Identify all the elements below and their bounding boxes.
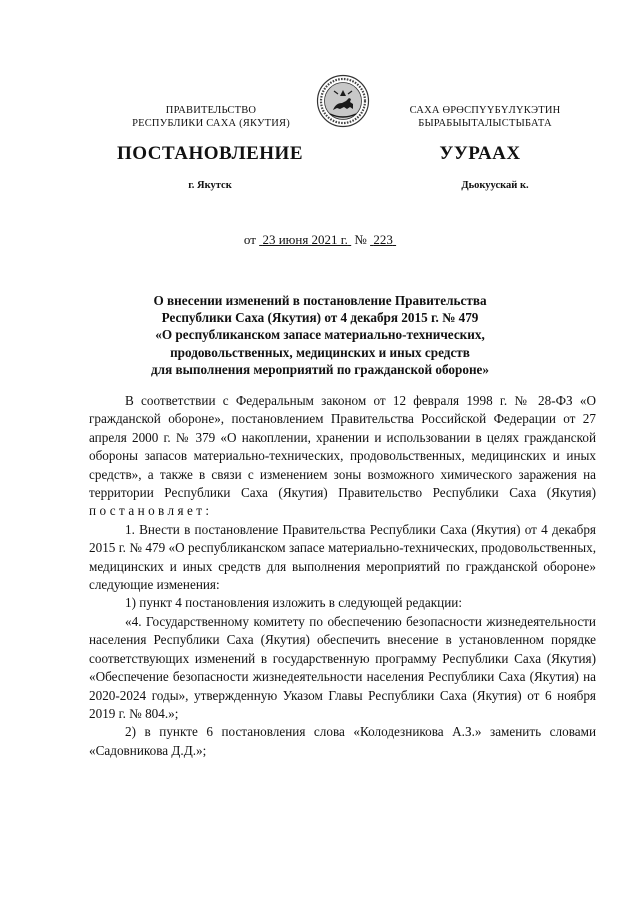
document-date: 23 июня 2021 г. [262,232,348,247]
heading-line: Республики Саха (Якутия) от 4 декабря 2015 г. № 479 [161,310,479,326]
date-number-line [0,232,640,248]
document-heading [100,292,540,378]
body-paragraph-preamble: В соответствии с Федеральным законом от 12 февраля 1998 г. № 28-ФЗ «О гражданской обороне», постановлением Правительства Российской Федерации от 27 апреля 2000 г. № 379 «О накоплении, хранении и использовании в целях гражданской обороны запасов материально-технических, продовольственных, медицинских и иных средств», а также в связи с изменением зоны возможного химического заражения на территории Республики Саха (Якутия) Правительство Республики Саха (Якутия) постановляет: [89,393,596,519]
header-org-left-line1: ПРАВИТЕЛЬСТВО [165,105,257,116]
body-paragraph-4: 2) в пункте 6 постановления слова «Колодезникова А.З.» заменить словами «Садовникова Д.Д.»; [89,724,596,758]
document-body [89,392,596,760]
heading-line: для выполнения мероприятий по гражданской обороне» [151,361,489,377]
body-paragraph-3: «4. Государственному комитету по обеспечению безопасности жизнедеятельности населения Республики Саха (Якутия) обеспечить внесение в установленном порядке соответствующих изменений в государственную программу Республики Саха (Якутия) «Обеспечение безопасности жизнедеятельности населения Республики Саха (Якутия) на 2020-2024 годы», утвержденную Указом Главы Республики Саха (Якутия) от 6 ноября 2019 г. № 804.»; [89,613,596,721]
heading-line: «О республиканском запасе материально-технических, [155,327,485,343]
heading-line: О внесении изменений в постановление Правительства [153,293,487,308]
heading-line: продовольственных, медицинских и иных средств [170,344,470,360]
document-type-title-sah: УУРААХ [439,143,521,164]
city-sah: Дьокуускай к. [461,180,529,191]
coat-of-arms-emblem-icon [316,74,370,128]
document-number: 223 [373,232,393,247]
document-type-title-ru: ПОСТАНОВЛЕНИЕ [116,143,304,164]
number-sign: № [354,232,367,247]
resolution-word: постановляет: [89,503,213,519]
header-org-left [116,104,306,130]
header-org-right [390,104,580,130]
header-org-right-line1: САХА ӨРӨСПҮҮБҮЛҮКЭТИН [409,105,561,116]
date-prefix: от [243,232,256,247]
city-ru: г. Якутск [188,180,232,191]
header-org-left-line2: РЕСПУБЛИКИ САХА (ЯКУТИЯ) [132,118,290,129]
body-paragraph-2: 1) пункт 4 постановления изложить в следующей редакции: [125,595,462,611]
header-org-right-line2: БЫРАБЫЫТАЛЫСТЫБАТА [418,118,552,129]
body-paragraph-1: 1. Внести в постановление Правительства Республики Саха (Якутия) от 4 декабря 2015 г. № 479 «О республиканском запасе материально-технических, продовольственных, медицинских и иных средств для выполнения мероприятий по гражданской обороне» следующие изменения: [89,521,596,593]
